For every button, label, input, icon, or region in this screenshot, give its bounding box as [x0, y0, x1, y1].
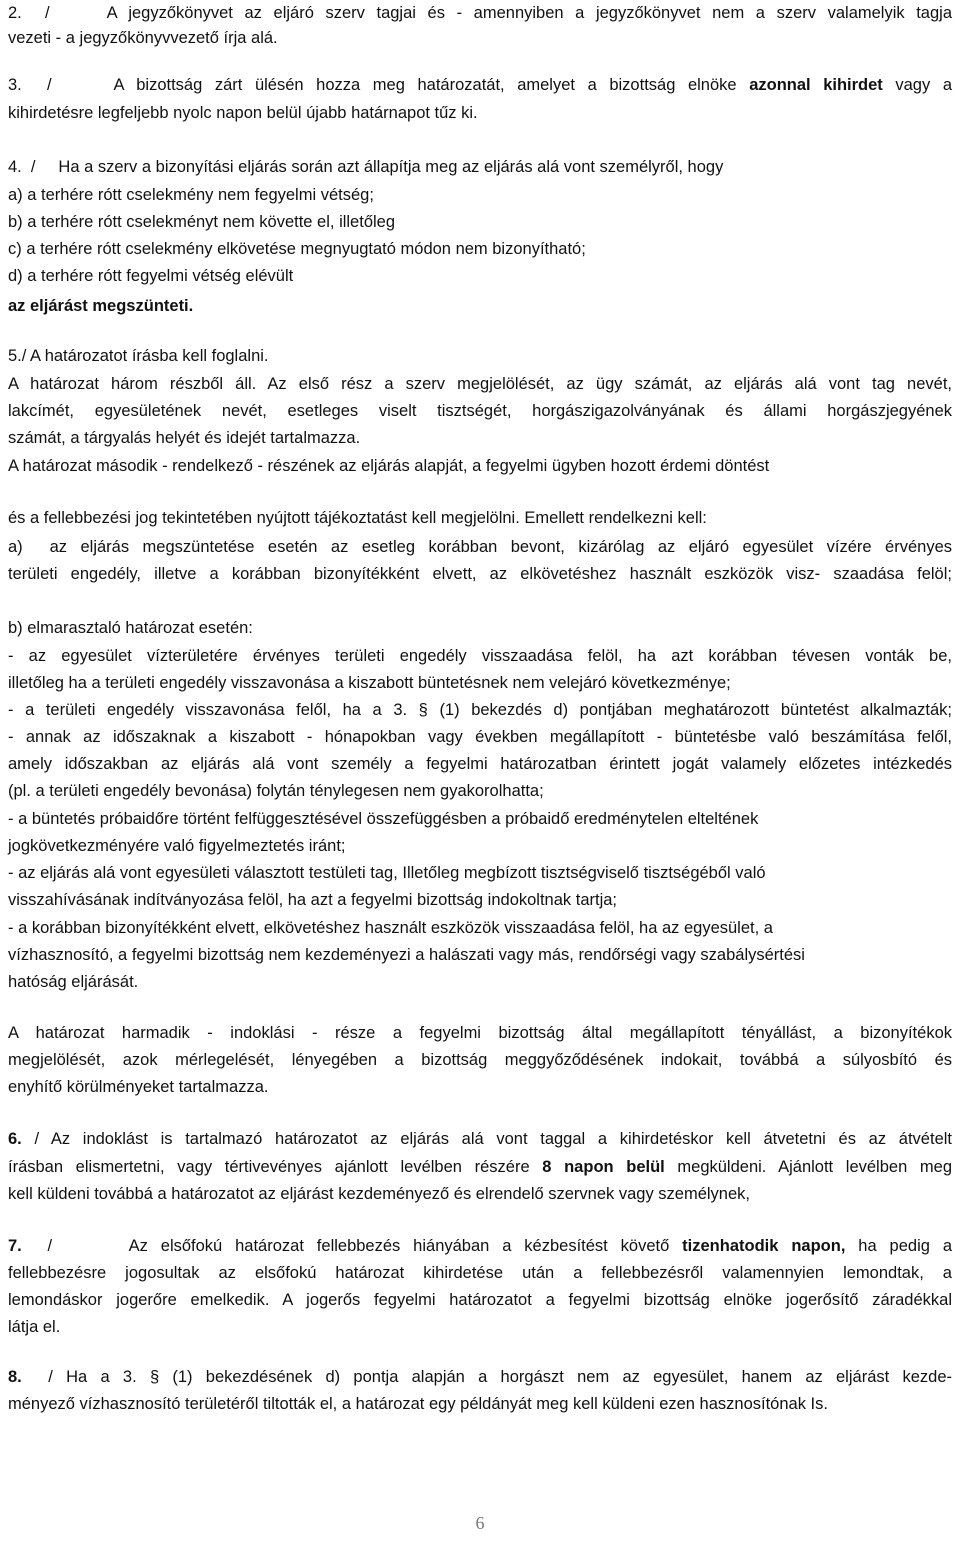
text-segment: 4. / Ha a szerv a bizonyítási eljárás során azt állapítja meg az eljárás alá vont személyről, hogy — [8, 158, 724, 176]
text-segment: - a korábban bizonyítékként elvett, elkövetéshez használt eszközök visszaadása felöl, ha az egyesület, a — [8, 919, 773, 937]
text-line — [8, 862, 952, 884]
text-segment: / Az indoklást is tartalmazó határozatot az eljárás alá vont taggal a kihirdetéskor kell átvetetni és az átvételt — [21, 1130, 952, 1148]
text-line — [8, 1289, 952, 1311]
text-line — [8, 672, 952, 694]
text-line — [8, 265, 952, 287]
text-segment: / Az elsőfokú határozat fellebbezés hiányában a kézbesítést követő — [21, 1237, 683, 1255]
text-line — [8, 944, 952, 966]
text-segment: vezeti - a jegyzőkönyvvezető írja alá. — [8, 29, 278, 47]
text-line — [8, 808, 952, 830]
text-segment: megküldeni. Ajánlott levélben meg — [664, 1158, 952, 1176]
text-segment: b) elmarasztaló határozat esetén: — [8, 619, 253, 637]
text-line — [8, 507, 952, 529]
text-line — [8, 1366, 952, 1388]
text-line — [8, 184, 952, 206]
text-segment: látja el. — [8, 1318, 61, 1336]
text-line — [8, 780, 952, 802]
text-segment: lakcímét, egyesületének nevét, esetleges viselt tisztségét, horgászigazolványának és állami horgászjegyének — [8, 402, 952, 420]
text-line — [8, 753, 952, 775]
page-number: 6 — [475, 1513, 485, 1533]
text-line — [8, 1156, 952, 1178]
text-line — [8, 1262, 952, 1284]
text-segment: - az eljárás alá vont egyesületi választott testületi tag, Illetőleg megbízott tisztségviselő tisztségéből való — [8, 864, 766, 882]
text-segment: 3. / A bizottság zárt ülésén hozza meg határozatát, amelyet a bizottság elnöke — [8, 76, 750, 94]
text-segment: kihirdetésre legfeljebb nyolc napon belül újabb határnapot tűz ki. — [8, 104, 478, 122]
text-line — [8, 74, 952, 96]
text-line — [8, 295, 952, 317]
bold-text: 6. — [8, 1130, 22, 1148]
text-segment: 5./ A határozatot írásba kell foglalni. — [8, 347, 269, 365]
bold-text: 7. — [8, 1237, 22, 1255]
text-segment: - a területi engedély visszavonása felől, ha a 3. § (1) bekezdés d) pontjában meghatározott büntetést alkalmazták; — [8, 701, 952, 719]
text-line — [8, 211, 952, 233]
text-segment: - annak az időszaknak a kiszabott - hónapokban vagy években megállapított - büntetésbe való beszámítása felől, — [8, 728, 952, 746]
text-line — [8, 536, 952, 558]
text-line — [8, 427, 952, 449]
text-segment: amely időszakban az eljárás alá vont személy a fegyelmi határozatban érintett jogát valamely előzetes intézkedés — [8, 755, 952, 773]
text-segment: ményező vízhasznosító területéről tiltották el, a határozat egy példányát meg kell küldeni ezen hasznosítónak Is. — [8, 1395, 828, 1413]
text-line — [8, 2, 952, 24]
text-segment: ha pedig a — [845, 1237, 952, 1255]
text-segment: b) a terhére rótt cselekményt nem követte el, illetőleg — [8, 213, 396, 231]
text-line — [8, 1183, 952, 1205]
text-segment: a) a terhére rótt cselekmény nem fegyelmi vétség; — [8, 186, 374, 204]
text-line — [8, 563, 952, 585]
bold-text: tizenhatodik napon, — [682, 1237, 846, 1255]
bold-text: azonnal kihirdet — [749, 76, 883, 94]
text-segment: 2. / A jegyzőkönyvet az eljáró szerv tagjai és - amennyiben a jegyzőkönyvet nem a szerv valamelyik tagja — [8, 4, 952, 22]
text-line — [8, 400, 952, 422]
text-segment: hatóság eljárását. — [8, 973, 139, 991]
text-line — [8, 699, 952, 721]
text-segment: számát, a tárgyalás helyét és idejét tartalmazza. — [8, 429, 361, 447]
text-line — [8, 373, 952, 395]
text-segment: területi engedély, illetve a korábban bizonyítékként elvett, az elkövetéshez használt eszközök visz- szaadása felöl; — [8, 565, 952, 583]
text-segment: lemondáskor jogerőre emelkedik. A jogerős fegyelmi határozatot a fegyelmi bizottság elnöke jogerősítő záradékkal — [8, 1291, 952, 1309]
text-line — [8, 238, 952, 260]
text-line — [8, 1316, 952, 1338]
text-line — [8, 102, 952, 124]
text-segment: illetőleg ha a területi engedély visszavonása a kiszabott büntetésnek nem velejáró következménye; — [8, 674, 731, 692]
text-segment: fellebbezésre jogosultak az elsőfokú határozat kihirdetése után a fellebbezésről valamennyien lemondtak, a — [8, 1264, 952, 1282]
text-segment: A határozat harmadik - indoklási - része a fegyelmi bizottság által megállapított tényállást, a bizonyítékok — [8, 1024, 952, 1042]
text-segment: enyhítő körülményeket tartalmazza. — [8, 1078, 269, 1096]
text-segment: megjelölését, azok mérlegelését, lényegében a bizottság meggyőződésének indokait, továbbá a súlyosbító és — [8, 1051, 952, 1069]
bold-text: 8 napon belül — [542, 1158, 665, 1176]
text-line — [8, 645, 952, 667]
text-line — [8, 617, 952, 639]
text-line — [8, 835, 952, 857]
text-line — [8, 1128, 952, 1150]
text-segment: jogkövetkezményére való figyelmeztetés iránt; — [8, 837, 346, 855]
text-segment: a) az eljárás megszüntetése esetén az esetleg korábban bevont, kizárólag az eljáró egyesület vízére érvényes — [8, 538, 952, 556]
text-segment: írásban elismertetni, vagy tértivevényes ajánlott levélben részére — [8, 1158, 543, 1176]
bold-text: 8. — [8, 1368, 22, 1386]
text-line — [8, 917, 952, 939]
text-line — [8, 1022, 952, 1044]
text-line — [8, 1393, 952, 1415]
text-line — [8, 27, 952, 49]
text-segment: vízhasznosító, a fegyelmi bizottság nem kezdeményezi a halászati vagy más, rendőrségi vagy szabálysértési — [8, 946, 805, 964]
text-segment: - a büntetés próbaidőre történt felfüggesztésével összefüggésben a próbaidő eredménytelen elteltének — [8, 810, 759, 828]
text-segment: A határozat második - rendelkező - részének az eljárás alapját, a fegyelmi ügyben hozott érdemi döntést — [8, 457, 770, 475]
text-line — [8, 889, 952, 911]
text-line — [8, 156, 952, 178]
text-line — [8, 345, 952, 367]
text-line — [8, 1076, 952, 1098]
text-segment: A határozat három részből áll. Az első rész a szerv megjelölését, az ügy számát, az eljárás alá vont tag nevét, — [8, 375, 952, 393]
text-segment: d) a terhére rótt fegyelmi vétség elévült — [8, 267, 294, 285]
text-line — [8, 726, 952, 748]
text-segment: vagy a — [882, 76, 953, 94]
text-segment: (pl. a területi engedély bevonása) folytán ténylegesen nem gyakorolhatta; — [8, 782, 544, 800]
text-segment: visszahívásának indítványozása felöl, ha azt a fegyelmi bizottság indokoltnak tartja; — [8, 891, 618, 909]
text-line — [8, 1049, 952, 1071]
text-segment: c) a terhére rótt cselekmény elkövetése megnyugtató módon nem bizonyítható; — [8, 240, 586, 258]
text-line — [8, 1235, 952, 1257]
text-line — [8, 455, 952, 477]
text-segment: és a fellebbezési jog tekintetében nyújtott tájékoztatást kell megjelölni. Emellett rendelkezni kell: — [8, 509, 707, 527]
text-segment: / Ha a 3. § (1) bekezdésének d) pontja alapján a horgászt nem az egyesület, hanem az eljárást kezde- — [21, 1368, 952, 1386]
bold-text: az eljárást megszünteti. — [8, 297, 194, 315]
text-segment: kell küldeni továbbá a határozatot az eljárást kezdeményező és elrendelő szervnek vagy személynek, — [8, 1185, 750, 1203]
text-segment: - az egyesület vízterületére érvényes területi engedély visszaadása felöl, ha azt korábban tévesen vonták be, — [8, 647, 952, 665]
text-line — [8, 971, 952, 993]
